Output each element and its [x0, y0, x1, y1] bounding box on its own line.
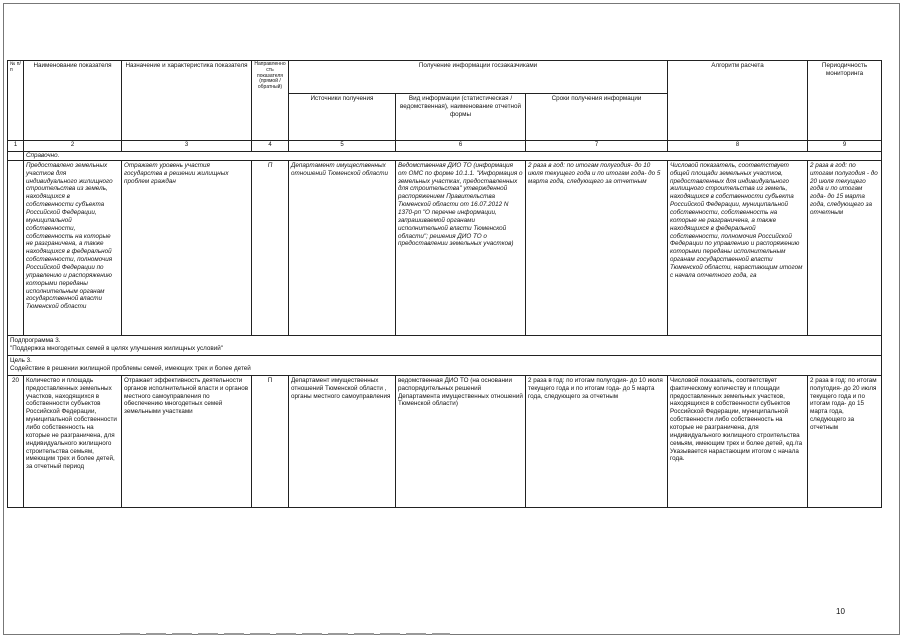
header-purpose: Назначение и характеристика показателя	[122, 61, 252, 141]
row20-indicator: Количество и площадь предоставленных земельных участков, находящихся в собственности субъектов Российской Федерации, муниципальной собственности либо собственность на которые не разграничена, для индивидуального жилищного строительства семьям, имеющим трех и более детей, за отчетный период	[24, 375, 122, 507]
header-indicator: Наименование показателя	[24, 61, 122, 141]
table-row	[8, 160, 882, 335]
ref-monitoring: 2 раза в год: по итогам полугодия - до 20 июля текущего года и по итогам года- до 15 марта года, следующего за отчетным	[808, 160, 882, 335]
col-number: 7	[526, 141, 668, 152]
goal-row	[8, 355, 882, 375]
row20-timing: 2 раза в год: по итогам полугодия- до 10 июля текущего года и по итогам года- до 5 марта года, следующего за отчетным	[526, 375, 668, 507]
goal-label: Цель 3.	[10, 356, 32, 364]
subprogram-title: "Поддержка многодетных семей в целях улучшения жилищных условий"	[10, 344, 223, 352]
ref-algorithm: Числовой показатель, соответствует общей площади земельных участков, предоставленных для индивидуального жилищного строительства из земель, находящихся в собственности субъекта Российской Федерации, муниципальной собственности, собственность на которые не разграничена, а также находящихся в федеральной собственности, полномочия Российской Федерации по управлению и распоряжению которыми переданы исполнительным органам государственной власти Тюменской области, нарастающим итогом с начала отчетного года, га	[668, 160, 808, 335]
row20-algorithm: Числовой показатель, соответствует фактическому количеству и площади предоставленных земельных участков, находящихся в собственности субъектов Российской Федерации, муниципальной собственности либо собственность на которые не разграничена, для индивидуального жилищного строительства семьям, имеющим трех и более детей, ед./га Указывается нарастающим итогом с начала года.	[668, 375, 808, 507]
ref-source: Департамент имущественных отношений Тюменской области	[289, 160, 396, 335]
col-number: 4	[252, 141, 289, 152]
page-number: 10	[836, 607, 845, 616]
header-algorithm: Алгоритм расчета	[668, 61, 808, 141]
row20-direction: П	[252, 375, 289, 507]
row-number: 20	[8, 375, 24, 507]
column-number-row	[8, 141, 882, 152]
col-number: 6	[396, 141, 526, 152]
header-info-type: Вид информации (статистическая / ведомственная), наименование отчетной формы	[396, 94, 526, 141]
ref-direction: П	[252, 160, 289, 335]
ref-indicator: Предоставлено земельных участков для индивидуального жилищного строительства из земель, находящихся в собственности субъекта Российской Федерации, муниципальной собственности, собственность на которые не разграничена, а также находящихся в федеральной собственности, полномочия Российской Федерации по управлению и распоряжению которыми переданы исполнительным органам государственной власти Тюменской области	[24, 160, 122, 335]
header-timing: Сроки получения информации	[526, 94, 668, 141]
header-monitoring: Периодичность мониторинга	[808, 61, 882, 141]
ref-info-type: Ведомственная ДИО ТО (информация от ОМС по форме 10.1.1. "Информация о земельных участках, предоставленных для строительства" утвержденной распоряжением Правительства Тюменской области от 16.07.2012 N 1370-рп "О перечне информации, запрашиваемой органами исполнительной власти Тюменской области"; решения ДИО ТО о предоставлении земельных участков)	[396, 160, 526, 335]
scan-artifact-line	[120, 633, 450, 635]
col-number: 2	[24, 141, 122, 152]
row20-info-type: ведомственная ДИО ТО (на основании распорядительных решений Департамента имущественных отношений Тюменской области)	[396, 375, 526, 507]
header-gov-info: Получение информации госзаказчиками	[289, 61, 668, 94]
header-direction: Направленность показателя (прямой / обратный)	[252, 61, 289, 141]
reference-label-row	[8, 152, 882, 161]
header-source: Источники получения	[289, 94, 396, 141]
goal-title: Содействие в решении жилищной проблемы семей, имеющих трех и более детей	[10, 364, 251, 372]
col-number: 3	[122, 141, 252, 152]
col-number: 8	[668, 141, 808, 152]
table-row	[8, 375, 882, 507]
col-number: 5	[289, 141, 396, 152]
subprogram-row	[8, 335, 882, 355]
row20-source: Департамент имущественных отношений Тюменской области , органы местного самоуправления	[289, 375, 396, 507]
col-number: 9	[808, 141, 882, 152]
reference-label: Справочно.	[24, 152, 882, 161]
ref-timing: 2 раза в год: по итогам полугодия- до 10 июля текущего года и по итогам года- до 5 марта года, следующего за отчетным	[526, 160, 668, 335]
header-num: № п/п	[8, 61, 24, 141]
row20-purpose: Отражает эффективность деятельности органов исполнительной власти и органов местного самоуправления по обеспечению многодетных семей земельными участками	[122, 375, 252, 507]
subprogram-label: Подпрограмма 3.	[10, 336, 61, 344]
ref-purpose: Отражает уровень участия государства в решении жилищных проблем граждан	[122, 160, 252, 335]
indicators-table	[7, 60, 882, 508]
col-number: 1	[8, 141, 24, 152]
row20-monitoring: 2 раза в год: по итогам полугодия- до 20 июля текущего года и по итогам года- до 15 марта года, следующего за отчетным	[808, 375, 882, 507]
